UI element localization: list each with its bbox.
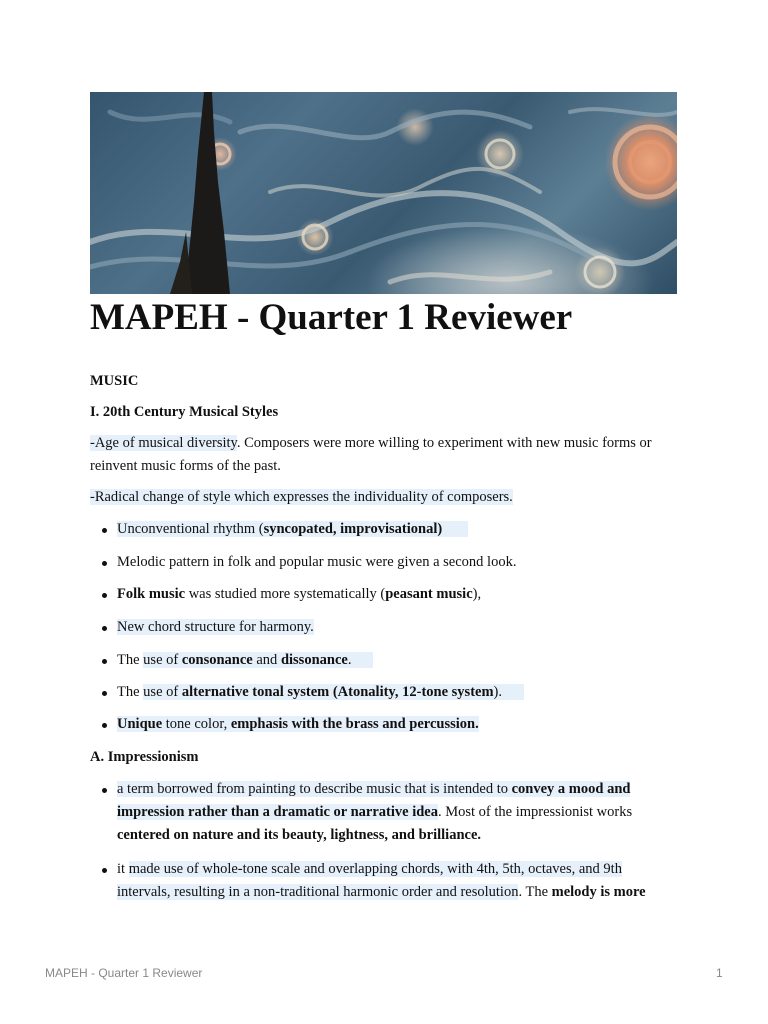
highlighted-text: -Radical change of style which expresses the individuality of composers. xyxy=(90,489,513,505)
bullet-marker xyxy=(102,723,107,728)
list-item: it made use of whole-tone scale and overlapping chords, with 4th, 5th, octaves, and 9th intervals, resulting in a non-traditional harmonic order and resolution. The melody is more xyxy=(117,861,646,900)
bullet-marker xyxy=(102,593,107,598)
paragraph-radical-change xyxy=(90,486,513,509)
list-item xyxy=(117,713,677,736)
highlighted-text: New chord structure for harmony. xyxy=(117,619,314,635)
bullet-marker xyxy=(102,691,107,696)
list-item: The use of consonance and dissonance. xyxy=(117,649,677,672)
bullet-marker xyxy=(102,528,107,533)
highlighted-text: Unconventional rhythm (syncopated, improvisational) xyxy=(117,521,468,537)
list-item xyxy=(117,518,677,541)
highlighted-text: use of alternative tonal system (Atonality, 12-tone system). xyxy=(143,684,524,700)
footer-page-number: 1 xyxy=(716,966,723,980)
footer-document-title: MAPEH - Quarter 1 Reviewer xyxy=(45,966,203,980)
subsection-impressionism: A. Impressionism xyxy=(90,749,199,765)
highlighted-text: use of consonance and dissonance. xyxy=(143,652,373,668)
page-title: MAPEH - Quarter 1 Reviewer xyxy=(90,297,573,338)
highlighted-text: made use of whole-tone scale and overlapping chords, with 4th, 5th, octaves, and 9th intervals, resulting in a non-traditional harmonic order and resolution xyxy=(117,861,622,900)
bullet-marker xyxy=(102,868,107,873)
highlighted-text: a term borrowed from painting to describe music that is intended to convey a mood and impression rather than a dramatic or narrative idea xyxy=(117,781,631,820)
subheading-20th-century: I. 20th Century Musical Styles xyxy=(90,404,279,420)
starry-night-artwork xyxy=(90,92,677,294)
highlighted-text: -Age of musical diversity xyxy=(90,435,237,451)
bullet-marker xyxy=(102,561,107,566)
list-item: Melodic pattern in folk and popular music were given a second look. xyxy=(117,554,517,570)
section-heading-music: MUSIC xyxy=(90,373,139,389)
bullet-marker xyxy=(102,626,107,631)
highlighted-text: Unique tone color, emphasis with the brass and percussion. xyxy=(117,716,479,732)
paragraph-musical-diversity xyxy=(90,432,680,478)
bullet-marker xyxy=(102,659,107,664)
header-banner-image xyxy=(90,92,677,294)
list-item: The use of alternative tonal system (Atonality, 12-tone system). xyxy=(117,681,677,704)
bullet-marker xyxy=(102,788,107,793)
list-item: a term borrowed from painting to describe music that is intended to convey a mood and impression rather than a dramatic or narrative idea. Most of the impressionist works centered on nature and its beauty, lightness, and brilliance. xyxy=(117,781,633,843)
paragraph-text: . Composers were more willing to experiment with new music forms or reinvent music forms of the past. xyxy=(90,435,652,474)
list-item xyxy=(117,616,677,639)
list-item: Folk music was studied more systematically (peasant music), xyxy=(117,586,482,602)
